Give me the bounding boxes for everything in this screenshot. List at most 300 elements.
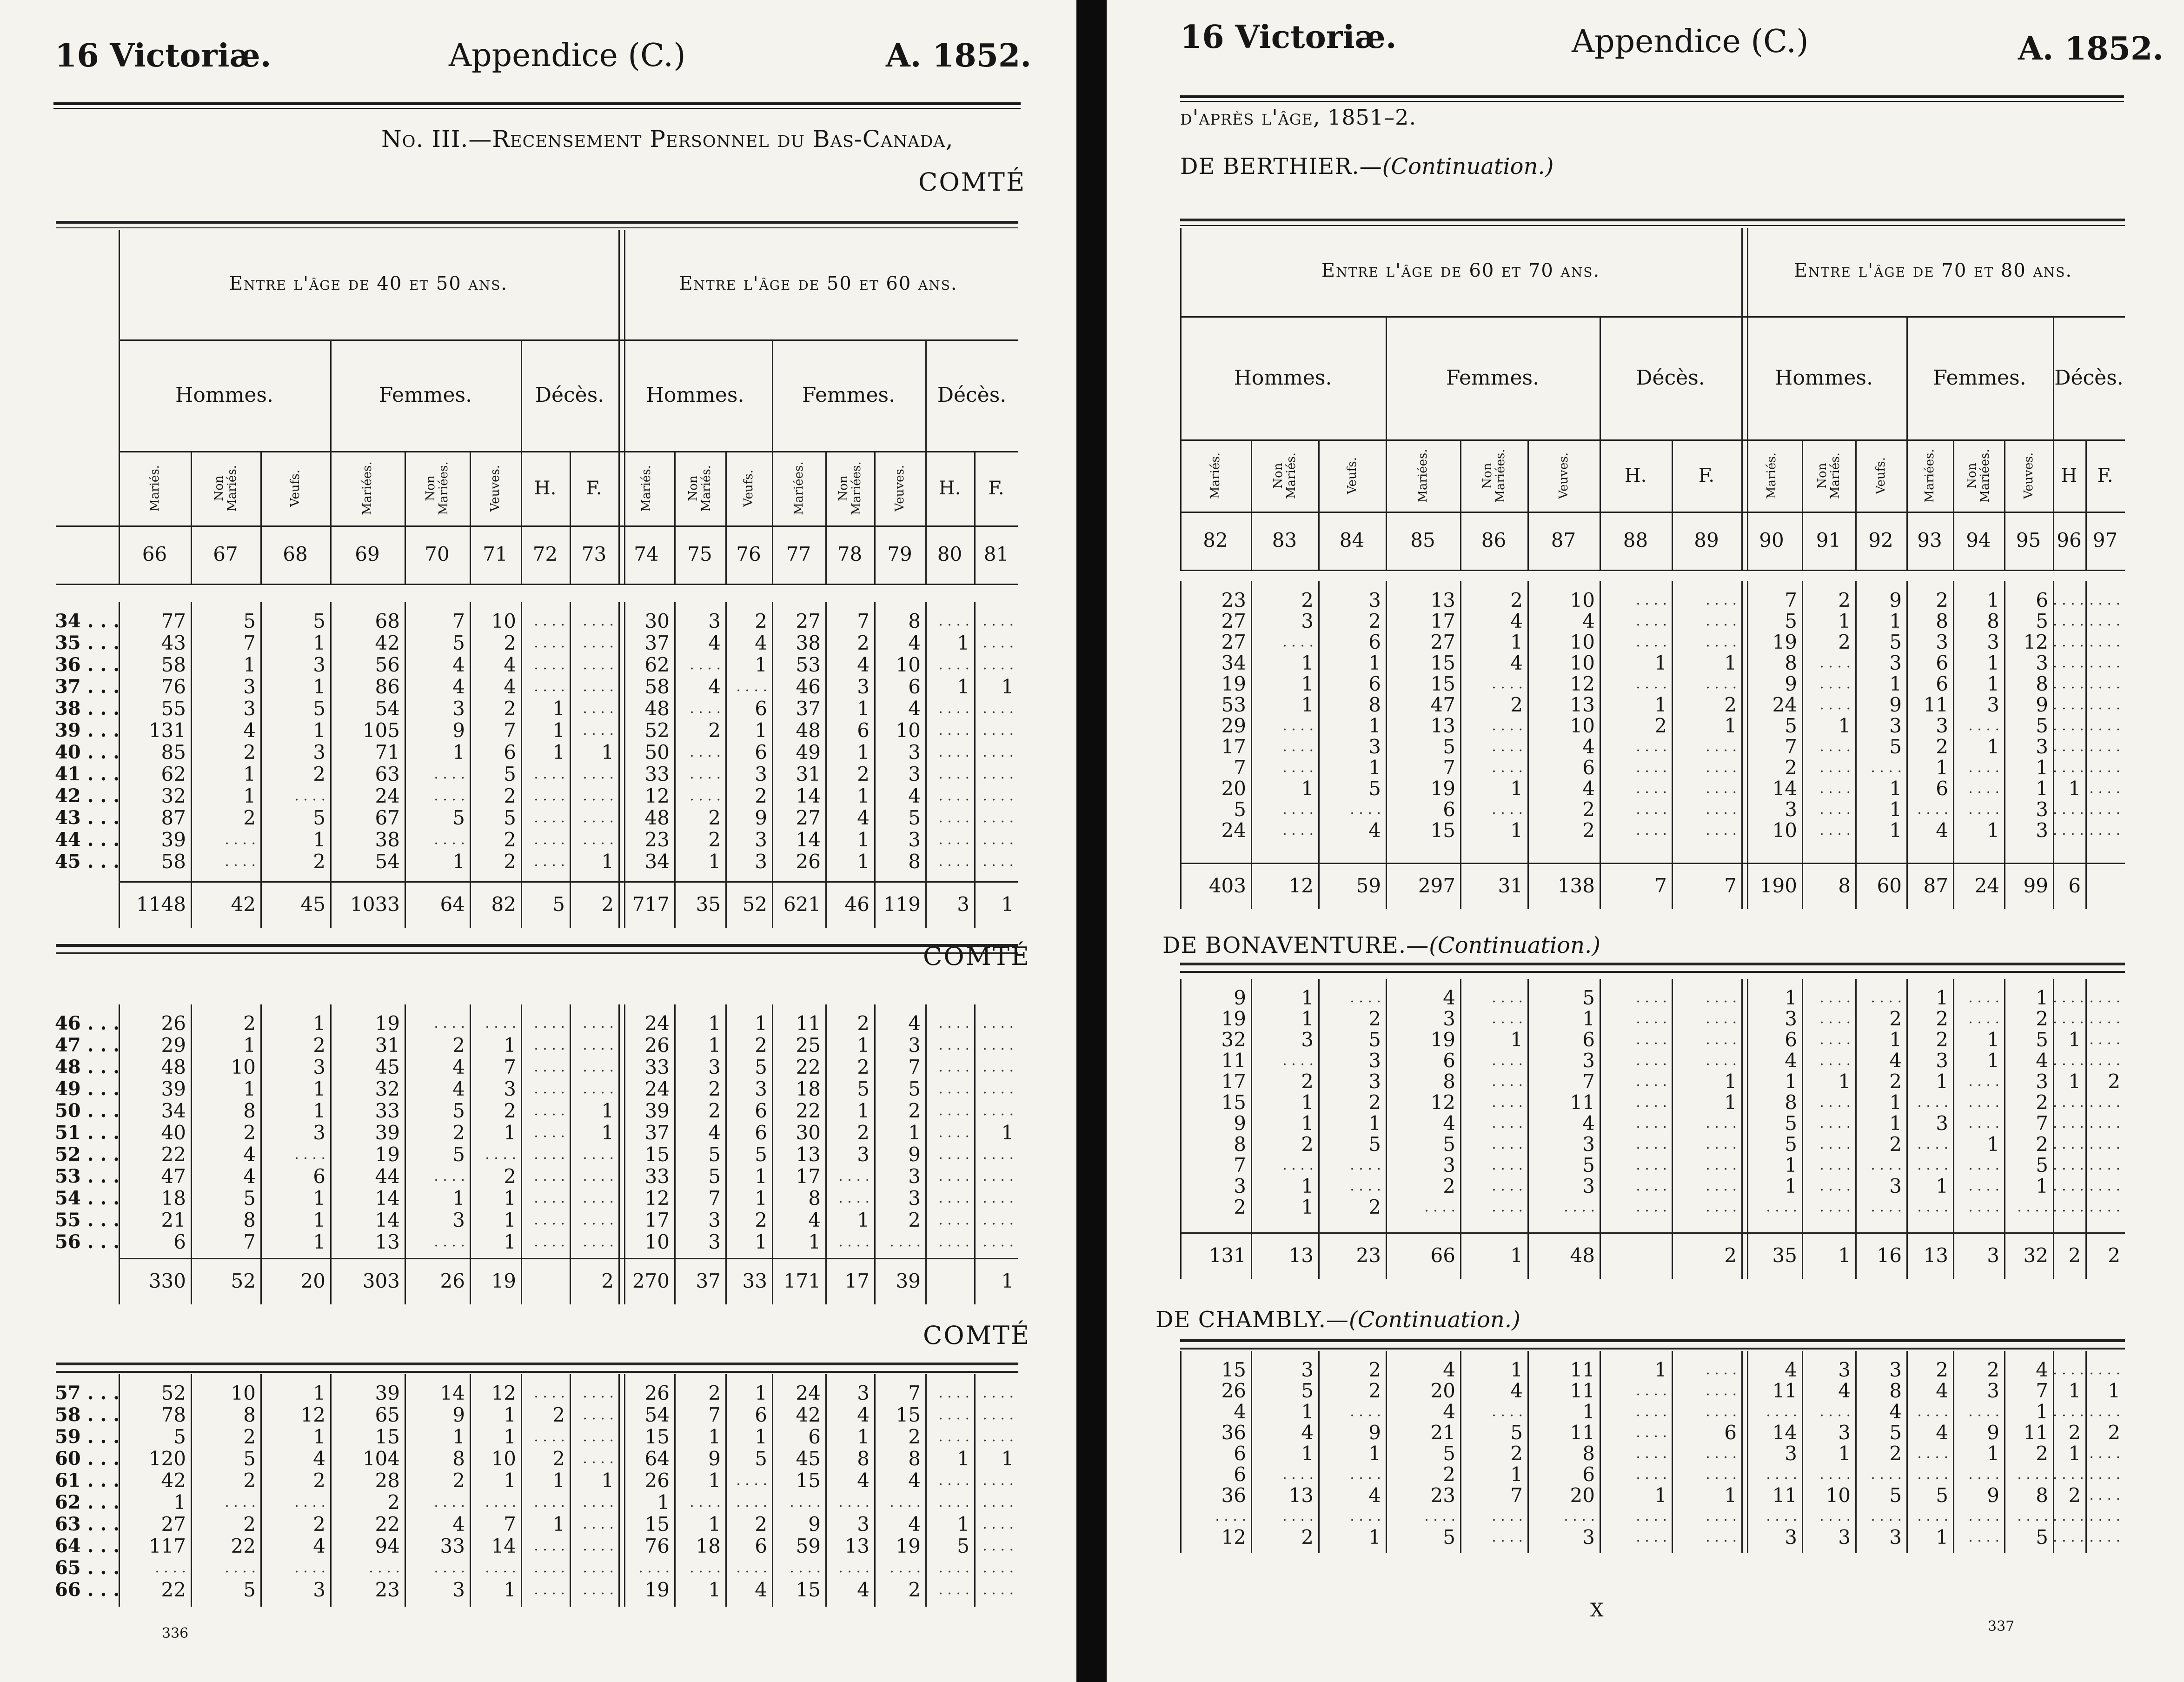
column-number: 93 (1917, 528, 1942, 552)
table-cell: 17 (1430, 610, 1455, 632)
table-cell: 18 (161, 1187, 186, 1210)
total-cell: 2 (1724, 1244, 1737, 1267)
table-cell: 5 (1785, 1112, 1797, 1135)
table-cell: 8 (1889, 1379, 1902, 1402)
column-header-label: Mariés. (639, 465, 653, 512)
table-cell: . . . . (790, 1560, 821, 1576)
table-cell: 11 (796, 1012, 821, 1035)
column-header-label: Non Mariés. (686, 465, 713, 512)
table-cell: . . . . (2053, 613, 2084, 629)
table-cell: 1 (1889, 819, 1902, 842)
table-cell: 5 (243, 610, 256, 632)
header-rule (53, 102, 1021, 105)
header-rule (1180, 95, 2124, 98)
table-cell: 2 (1724, 693, 1737, 716)
table-cell: . . . . (583, 722, 614, 738)
table-cell: 22 (161, 1578, 186, 1601)
table-cell: . . . . (1968, 1157, 1999, 1173)
table-cell: 13 (375, 1230, 400, 1253)
table-cell: . . . . (2089, 1136, 2120, 1152)
table-cell: 4 (452, 675, 465, 698)
table-cell: 2 (908, 1425, 921, 1448)
table-cell: . . . . (2053, 990, 2084, 1006)
table-cell: . . . . (1819, 1136, 1851, 1152)
table-cell: . . . . (583, 657, 614, 673)
table-cell: 5 (1443, 735, 1455, 758)
table-cell: . . . . (690, 744, 721, 760)
table-cell: . . . . (1819, 1115, 1851, 1131)
table-cell: 5 (1368, 1028, 1381, 1051)
table-cell: 4 (452, 653, 465, 676)
table-cell: . . . . (583, 1212, 614, 1228)
table-cell: . . . . (890, 1560, 921, 1576)
table-cell: 2 (313, 763, 325, 785)
column-header (1953, 439, 2004, 512)
table-cell: 8 (1443, 1070, 1455, 1093)
table-cell: 94 (375, 1535, 400, 1557)
group-rule (1180, 316, 2125, 318)
table-cell: . . . . (534, 1124, 565, 1141)
table-cell: 5 (1936, 1484, 1948, 1507)
table-cell: . . . . (938, 1146, 969, 1163)
table-cell: 1 (1987, 1028, 1999, 1051)
table-cell: 4 (1443, 1358, 1455, 1381)
table-cell: 10 (1570, 714, 1595, 737)
table-cell: 33 (440, 1535, 465, 1557)
row-number: 52 (55, 1143, 81, 1165)
subgroup-header: Hommes. (1234, 366, 1332, 390)
table-cell: 8 (908, 850, 921, 873)
table-cell: 10 (1570, 652, 1595, 674)
table-cell: . . . . (838, 1494, 870, 1510)
row-number: 38 (55, 698, 81, 719)
table-cell: 5 (1889, 631, 1902, 653)
table-cell: . . . . (2053, 1199, 2084, 1215)
table-cell: 1 (1368, 714, 1381, 737)
table-top-rule (56, 221, 1018, 224)
table-cell: 39 (375, 1382, 400, 1404)
table-cell: 36 (1221, 1421, 1246, 1444)
table-cell: 3 (2036, 652, 2048, 674)
table-cell: 33 (644, 763, 670, 785)
header-column-rule (772, 339, 773, 584)
table-cell: 3 (1368, 589, 1381, 612)
table-cell: 48 (644, 806, 670, 829)
table-cell: 2 (755, 610, 767, 632)
table-cell: . . . . (1871, 759, 1902, 776)
table-cell: . . . . (1636, 801, 1667, 818)
column-header-label: Mariées. (360, 461, 374, 515)
table-cell: 1 (1654, 652, 1667, 674)
table-cell: . . . . (1564, 1199, 1595, 1215)
table-cell: . . . . (1819, 1403, 1851, 1420)
table-cell: 12 (1430, 1091, 1455, 1114)
table-cell: 104 (362, 1447, 400, 1470)
table-cell: 7 (908, 1382, 921, 1404)
table-cell: 6 (755, 741, 767, 764)
column-number: 90 (1759, 528, 1784, 552)
header-column-rule (1460, 439, 1461, 570)
table-cell: . . . . (534, 1429, 565, 1445)
table-cell: 1 (657, 1491, 670, 1514)
table-cell: 34 (161, 1099, 186, 1122)
table-top-rule-thin (1180, 225, 2125, 226)
column-header (1672, 439, 1741, 512)
table-cell: 2 (313, 850, 325, 873)
table-cell: . . . . (2017, 1508, 2048, 1524)
table-cell: . . . . (583, 788, 614, 804)
table-cell: 2 (857, 632, 870, 654)
table-cell: 3 (908, 828, 921, 851)
table-cell: . . . . (1424, 1508, 1455, 1524)
row-label: 45 . . . (55, 851, 120, 872)
table-cell: 5 (243, 1187, 256, 1210)
column-header (874, 451, 925, 525)
table-cell: 6 (1582, 1028, 1595, 1051)
table-cell: . . . . (434, 1015, 465, 1031)
table-cell: 2 (708, 1382, 721, 1404)
total-cell: 35 (1772, 1244, 1797, 1267)
table-cell: . . . . (583, 613, 614, 629)
table-cell: 54 (375, 850, 400, 873)
table-cell: 131 (148, 719, 186, 742)
table-cell: 15 (375, 1425, 400, 1448)
table-cell: 5 (313, 697, 325, 720)
table-cell: . . . . (534, 1081, 565, 1097)
table-cell: 8 (1936, 610, 1948, 632)
table-cell: 6 (857, 719, 870, 742)
table-cell: . . . . (982, 635, 1014, 651)
table-cell: 5 (2036, 1028, 2048, 1051)
table-cell: 2 (908, 1578, 921, 1601)
table-cell: . . . . (982, 1560, 1014, 1576)
table-cell: 1 (1785, 1070, 1797, 1093)
table-cell: 37 (644, 1121, 670, 1144)
table-cell: 17 (1221, 735, 1246, 758)
table-cell: . . . . (2089, 1508, 2120, 1524)
table-cell: 5 (1368, 1133, 1381, 1156)
table-cell: 7 (1234, 756, 1246, 779)
table-cell: 44 (375, 1165, 400, 1188)
table-cell: 2 (504, 632, 516, 654)
table-cell: . . . . (534, 657, 565, 673)
table-cell: . . . . (938, 1015, 969, 1031)
table-cell: . . . . (938, 766, 969, 782)
table-cell: 52 (644, 719, 670, 742)
table-cell: 10 (1826, 1484, 1851, 1507)
table-cell: 64 (644, 1447, 670, 1470)
table-cell: . . . . (2053, 1466, 2084, 1483)
table-cell: 26 (796, 850, 821, 873)
table-cell: 3 (452, 697, 465, 720)
table-cell: 4 (908, 1469, 921, 1492)
table-cell: . . . . (2017, 1466, 2048, 1483)
table-cell: 19 (375, 1143, 400, 1166)
table-cell: . . . . (690, 657, 721, 673)
table-cell: 12 (644, 784, 670, 807)
totals-rule (1180, 863, 2125, 864)
table-cell: 2 (1936, 589, 1948, 612)
header-column-rule (1953, 439, 1954, 570)
header-column-rule (1180, 228, 1182, 570)
table-cell: 2 (1838, 631, 1851, 653)
table-cell: 5 (1889, 1484, 1902, 1507)
table-cell: 3 (2036, 735, 2048, 758)
table-cell: 2 (755, 784, 767, 807)
table-cell: . . . . (583, 1168, 614, 1184)
table-cell: 9 (1987, 1421, 1999, 1444)
table-cell: . . . . (2089, 1157, 2120, 1173)
row-number: 45 (55, 851, 81, 872)
table-cell: . . . . (1636, 634, 1667, 650)
table-cell: 3 (755, 850, 767, 873)
table-cell: 2 (1368, 1379, 1381, 1402)
section-bonaventure: DE BONAVENTURE.—(Continuation.) (1162, 932, 1600, 958)
table-cell: 1 (601, 1469, 614, 1492)
table-cell: 26 (644, 1034, 670, 1057)
table-cell: . . . . (1492, 1011, 1523, 1027)
table-cell: 3 (504, 1077, 516, 1100)
table-cell: 1 (1368, 1112, 1381, 1135)
table-cell: 2 (708, 828, 721, 851)
table-cell: 6 (1936, 672, 1948, 695)
row-number: 65 (55, 1557, 81, 1579)
table-cell: 5 (755, 1447, 767, 1470)
table-cell: 2 (552, 1403, 565, 1426)
subgroup-header: Décès. (1636, 366, 1705, 390)
table-cell: . . . . (938, 831, 969, 848)
table-cell: . . . . (1492, 1178, 1523, 1194)
total-cell: 1 (1510, 1244, 1523, 1267)
table-cell: 24 (796, 1382, 821, 1404)
total-cell: 8 (1838, 874, 1851, 897)
column-header (772, 451, 825, 525)
table-cell: 1 (313, 1077, 325, 1100)
table-cell: 1 (857, 741, 870, 764)
total-cell: 59 (1356, 874, 1381, 897)
column-header-label: Mariées. (1923, 448, 1937, 503)
table-cell: . . . . (1282, 801, 1314, 818)
total-cell: 2 (601, 893, 614, 916)
table-cell: 9 (1785, 672, 1797, 695)
table-cell: . . . . (369, 1560, 400, 1576)
table-cell: . . . . (2089, 655, 2120, 671)
column-header-label: Non Mariées. (1480, 448, 1507, 503)
table-cell: 1 (1301, 1400, 1314, 1423)
table-cell: 1 (452, 1425, 465, 1448)
column-header-label: Mariées. (1416, 448, 1430, 503)
table-cell: 1 (504, 1469, 516, 1492)
total-cell: 48 (1570, 1244, 1595, 1267)
table-cell: 4 (908, 1012, 921, 1035)
table-cell: 1 (857, 784, 870, 807)
table-cell: 7 (452, 610, 465, 632)
column-header-label: Non Mariées. (424, 461, 451, 515)
row-number: 57 (55, 1382, 81, 1404)
table-cell: . . . . (1636, 1529, 1667, 1545)
table-cell: 15 (1221, 1091, 1246, 1114)
block-rule-thin (1180, 971, 2125, 973)
table-cell: . . . . (2089, 1487, 2120, 1503)
table-cell: 4 (1889, 1400, 1902, 1423)
table-cell: 15 (796, 1469, 821, 1492)
table-cell: . . . . (2053, 1094, 2084, 1110)
table-cell: . . . . (1636, 1445, 1667, 1462)
table-cell: 1 (1301, 777, 1314, 800)
total-cell: 131 (1208, 1244, 1246, 1267)
table-cell: 1 (2036, 1400, 2048, 1423)
table-cell: 5 (1582, 1154, 1595, 1177)
table-cell: 5 (452, 1099, 465, 1122)
column-header (2004, 439, 2053, 512)
total-cell: 99 (2023, 874, 2048, 897)
table-cell: 3 (708, 610, 721, 632)
subgroup-header: Hommes. (175, 383, 273, 407)
table-cell: . . . . (1819, 1031, 1851, 1048)
table-cell: . . . . (2053, 634, 2084, 650)
table-cell: 1 (1301, 1112, 1314, 1135)
table-cell: 1 (1936, 986, 1948, 1009)
table-cell: 3 (1936, 631, 1948, 653)
table-cell: 1 (1889, 610, 1902, 632)
row-label: 65 . . . (55, 1557, 120, 1579)
table-cell: 30 (796, 1121, 821, 1144)
table-cell: . . . . (1706, 801, 1737, 818)
table-cell: 9 (908, 1143, 921, 1166)
table-cell: . . . . (1968, 1178, 1999, 1194)
table-cell: . . . . (2017, 1199, 2048, 1215)
table-cell: 4 (504, 675, 516, 698)
table-cell: . . . . (938, 1190, 969, 1206)
table-cell: 27 (1221, 610, 1246, 632)
row-label: 52 . . . (55, 1143, 120, 1165)
table-cell: 1 (1654, 693, 1667, 716)
table-cell: . . . . (1706, 613, 1737, 629)
table-cell: 6 (1234, 1463, 1246, 1486)
header-column-rule (1600, 316, 1601, 570)
table-cell: 4 (1368, 1484, 1381, 1507)
row-number: 34 (55, 610, 81, 632)
table-cell: . . . . (982, 1081, 1014, 1097)
table-cell: . . . . (583, 1538, 614, 1554)
table-cell: 27 (796, 610, 821, 632)
table-cell: 1 (2036, 777, 2048, 800)
age-group-header: Entre l'âge de 40 et 50 ans. (229, 273, 508, 294)
table-cell: 1 (1510, 1463, 1523, 1486)
total-cell: 39 (896, 1270, 921, 1292)
table-cell: 1 (313, 1230, 325, 1253)
table-cell: . . . . (1706, 1466, 1737, 1483)
table-cell: 24 (1772, 693, 1797, 716)
table-cell: 2 (1234, 1196, 1246, 1218)
table-cell: . . . . (1706, 738, 1737, 755)
page-number-left: 336 (162, 1625, 189, 1642)
table-cell: . . . . (1706, 1052, 1737, 1069)
subgroup-header: Femmes. (802, 383, 896, 407)
row-number: 46 (55, 1012, 81, 1034)
column-number: 82 (1203, 528, 1228, 552)
table-cell: . . . . (2053, 1115, 2084, 1131)
table-cell: 2 (908, 1209, 921, 1231)
table-cell: 62 (161, 763, 186, 785)
table-cell: 2 (857, 1056, 870, 1078)
table-cell: 2 (452, 1034, 465, 1057)
table-cell: 5 (1785, 714, 1797, 737)
table-cell: 4 (1785, 1049, 1797, 1072)
table-cell: 13 (844, 1535, 870, 1557)
table-cell: 4 (1838, 1379, 1851, 1402)
column-header (1180, 439, 1251, 512)
column-header-label: Veufs. (742, 470, 756, 507)
table-cell: 8 (808, 1187, 821, 1210)
header-appendix: Appendice (C.) (449, 37, 686, 74)
table-cell: 19 (896, 1535, 921, 1557)
table-cell: 5 (1889, 1421, 1902, 1444)
row-number: 63 (55, 1513, 81, 1535)
section-continuation: (Continuation.) (1382, 153, 1554, 180)
table-cell: 4 (755, 632, 767, 654)
table-cell: . . . . (736, 1560, 767, 1576)
table-cell: . . . . (1492, 990, 1523, 1006)
table-cell: 4 (1443, 1112, 1455, 1135)
total-cell: 82 (491, 893, 516, 916)
table-cell: 39 (161, 1077, 186, 1100)
table-cell: 4 (857, 1469, 870, 1492)
column-header (1906, 439, 1953, 512)
table-cell: 3 (1368, 1070, 1381, 1093)
table-cell: . . . . (534, 1494, 565, 1510)
table-cell: . . . . (982, 1234, 1014, 1250)
table-cell: 15 (896, 1403, 921, 1426)
total-cell: 2 (2108, 1244, 2120, 1267)
table-cell: . . . . (1636, 1073, 1667, 1090)
table-cell: 3 (1301, 1358, 1314, 1381)
table-cell: 1 (1368, 1526, 1381, 1549)
table-cell: . . . . (2053, 676, 2084, 692)
table-cell: . . . . (890, 1234, 921, 1250)
table-cell: . . . . (1917, 1508, 1948, 1524)
table-cell: . . . . (982, 1582, 1014, 1598)
column-header (2053, 439, 2085, 512)
row-label: 49 . . . (55, 1078, 120, 1100)
header-column-rule (1527, 439, 1529, 570)
table-cell: 4 (857, 1578, 870, 1601)
table-cell: 2 (504, 1099, 516, 1122)
table-cell: 6 (755, 697, 767, 720)
table-cell: 1 (1724, 714, 1737, 737)
total-cell: 403 (1208, 874, 1246, 897)
table-cell: 4 (808, 1209, 821, 1231)
table-cell: . . . . (2089, 822, 2120, 838)
table-cell: 9 (1987, 1484, 1999, 1507)
table-cell: 2 (243, 806, 256, 829)
column-number: 78 (837, 542, 863, 565)
table-cell: 1 (1889, 798, 1902, 821)
table-cell: . . . . (938, 1385, 969, 1401)
table-cell: . . . . (790, 1494, 821, 1510)
table-cell: . . . . (1819, 1178, 1851, 1194)
row-number: 40 (55, 741, 81, 763)
column-header-label: Non Mariés. (1271, 452, 1298, 499)
table-cell: 32 (375, 1077, 400, 1100)
row-label: 60 . . . (55, 1448, 120, 1469)
table-cell: . . . . (1492, 1157, 1523, 1173)
table-cell: 21 (1430, 1421, 1455, 1444)
table-cell: 3 (452, 1209, 465, 1231)
column-number: 86 (1481, 528, 1507, 552)
row-label: 34 . . . (55, 610, 120, 632)
table-cell: 25 (796, 1034, 821, 1057)
